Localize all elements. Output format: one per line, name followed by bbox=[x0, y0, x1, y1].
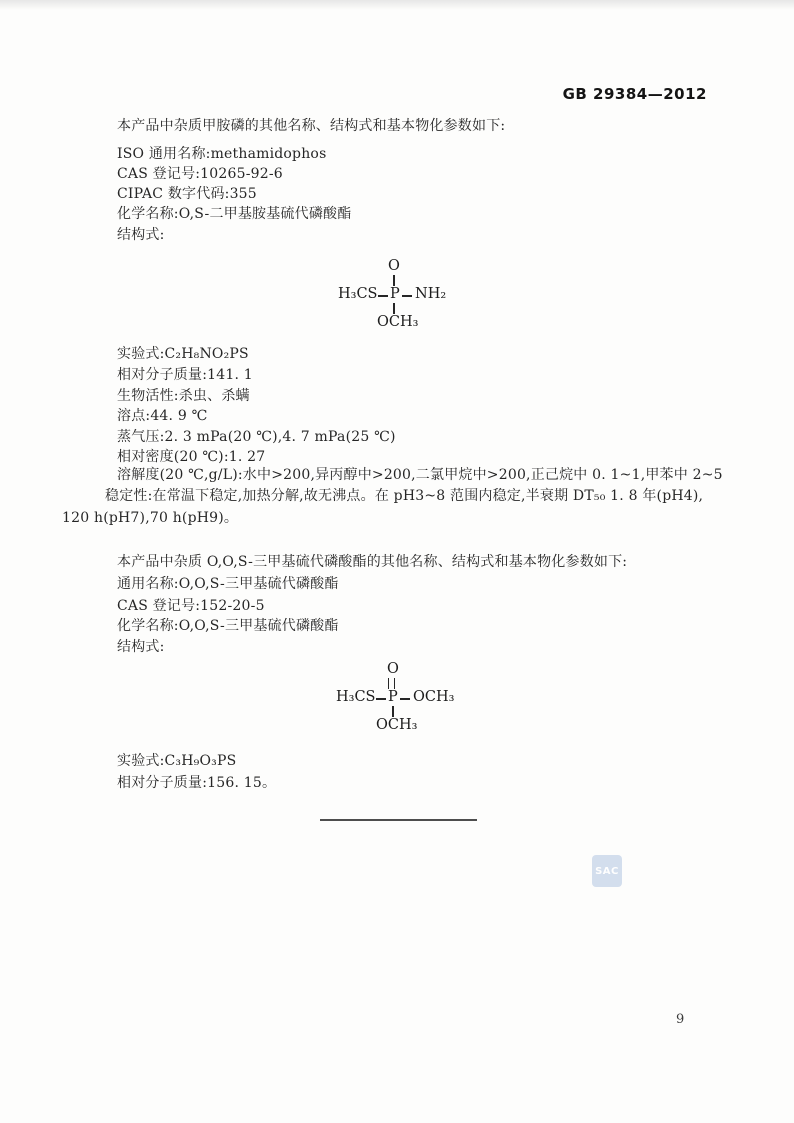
molecular-weight-1: 相对分子质量:141. 1 bbox=[117, 367, 253, 383]
structural-formula-trimethyl-thiophosphate bbox=[336, 661, 456, 739]
end-of-text-divider bbox=[320, 819, 477, 821]
bond-horizontal-left bbox=[378, 295, 388, 297]
relative-density: 相对密度(20 ℃):1. 27 bbox=[117, 449, 266, 465]
melting-point: 溶点:44. 9 ℃ bbox=[117, 408, 208, 424]
bond-vertical-bottom bbox=[392, 706, 394, 717]
bond-double-vertical-top bbox=[388, 678, 395, 689]
structural-formula-methamidophos bbox=[338, 258, 458, 336]
atom-oxygen-top: O bbox=[387, 661, 399, 677]
intro-impurity-methamidophos: 本产品中杂质甲胺磷的其他名称、结构式和基本物化参数如下: bbox=[117, 118, 506, 134]
solubility: 溶解度(20 ℃,g/L):水中>200,异丙醇中>200,二氯甲烷中>200,正己烷中 0. 1~1,甲苯中 2~5 bbox=[117, 467, 723, 483]
cas-number-1: CAS 登记号:10265-92-6 bbox=[117, 166, 283, 182]
group-bottom: OCH₃ bbox=[376, 717, 418, 733]
cipac-code: CIPAC 数字代码:355 bbox=[117, 186, 257, 202]
stability-continued: 120 h(pH7),70 h(pH9)。 bbox=[62, 510, 239, 526]
iso-common-name: ISO 通用名称:methamidophos bbox=[117, 146, 327, 162]
sac-watermark-logo: SAC bbox=[592, 855, 622, 887]
atom-phosphorus: P bbox=[388, 689, 398, 705]
biological-activity: 生物活性:杀虫、杀螨 bbox=[117, 388, 250, 404]
group-left: H₃CS bbox=[338, 286, 378, 302]
group-right: NH₂ bbox=[415, 286, 447, 302]
bond-horizontal-right bbox=[400, 698, 410, 700]
common-name-2: 通用名称:O,O,S-三甲基硫代磷酸酯 bbox=[117, 576, 339, 592]
intro-impurity-trimethyl: 本产品中杂质 O,O,S-三甲基硫代磷酸酯的其他名称、结构式和基本物化参数如下: bbox=[117, 554, 628, 570]
standard-code-header: GB 29384—2012 bbox=[562, 85, 707, 103]
empirical-formula-2: 实验式:C₃H₉O₃PS bbox=[117, 753, 237, 769]
chemical-name-2: 化学名称:O,O,S-三甲基硫代磷酸酯 bbox=[117, 618, 339, 634]
structure-label-2: 结构式: bbox=[117, 639, 165, 655]
bond-horizontal-left bbox=[376, 698, 386, 700]
group-right: OCH₃ bbox=[413, 689, 455, 705]
empirical-formula-1: 实验式:C₂H₈NO₂PS bbox=[117, 346, 249, 362]
atom-oxygen-top: O bbox=[388, 258, 400, 274]
chemical-name-1: 化学名称:O,S-二甲基胺基硫代磷酸酯 bbox=[117, 206, 352, 222]
page-number: 9 bbox=[676, 1012, 685, 1027]
bond-vertical-top bbox=[393, 275, 395, 286]
bond-horizontal-right bbox=[402, 295, 412, 297]
group-bottom: OCH₃ bbox=[377, 314, 419, 330]
atom-phosphorus: P bbox=[390, 286, 400, 302]
vapor-pressure: 蒸气压:2. 3 mPa(20 ℃),4. 7 mPa(25 ℃) bbox=[117, 429, 396, 445]
molecular-weight-2: 相对分子质量:156. 15。 bbox=[117, 775, 277, 791]
structure-label-1: 结构式: bbox=[117, 227, 165, 243]
cas-number-2: CAS 登记号:152-20-5 bbox=[117, 598, 265, 614]
group-left: H₃CS bbox=[336, 689, 376, 705]
stability: 稳定性:在常温下稳定,加热分解,故无沸点。在 pH3~8 范围内稳定,半衰期 DT₅₀ 1. 8 年(pH4), bbox=[105, 488, 704, 504]
bond-vertical-bottom bbox=[393, 303, 395, 314]
